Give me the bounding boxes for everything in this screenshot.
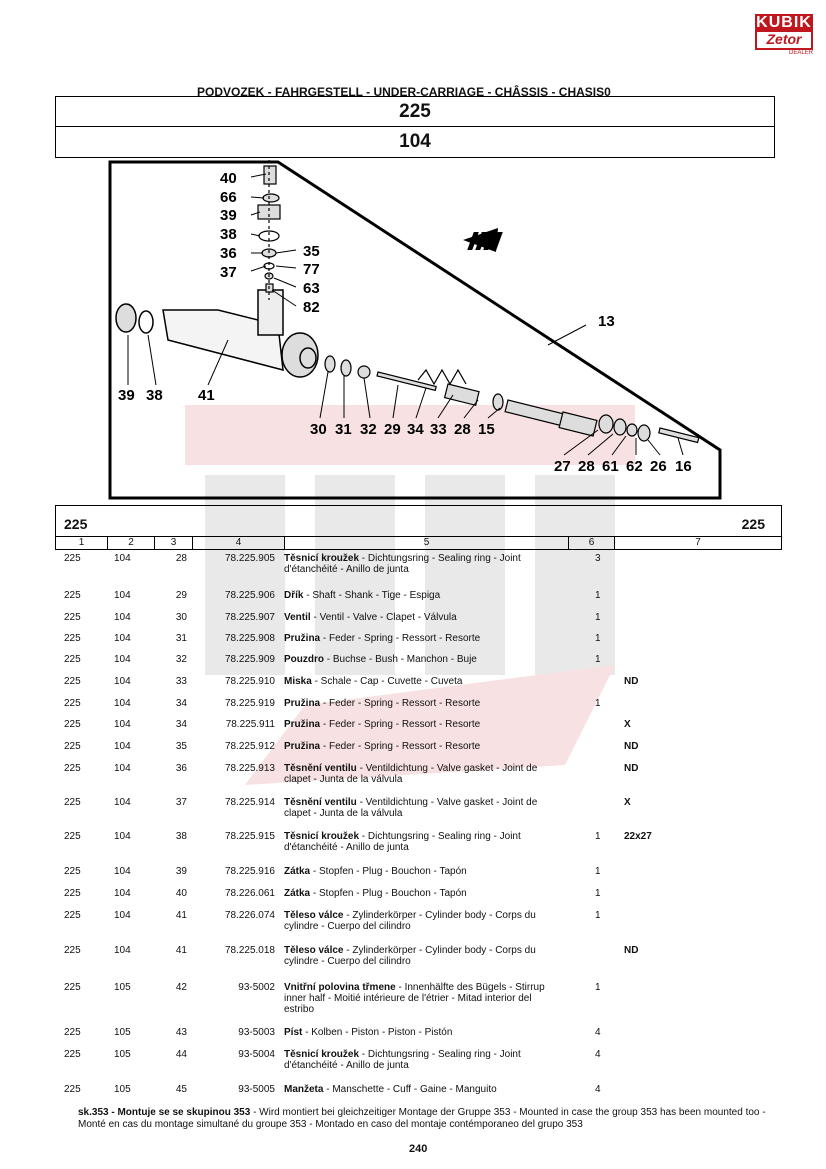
description-name: Pružina (284, 719, 321, 730)
callout-label: 36 (220, 245, 237, 262)
cell-description (284, 741, 560, 752)
cell-quantity: 4 (595, 1027, 601, 1038)
cell-quantity: 1 (595, 866, 601, 877)
cell-quantity: 1 (595, 888, 601, 899)
description-name: Pružina (284, 698, 321, 709)
description-translations: - Shaft - Shank - Tige - Espiga (303, 590, 441, 601)
footnote-bold: sk.353 - Montuje se se skupinou 353 (78, 1107, 251, 1118)
cell-part-number: 93-5004 (238, 1049, 275, 1060)
cell-position: 44 (175, 1049, 187, 1060)
cell-part-number: 78.225.916 (224, 866, 275, 877)
cell-position: 45 (175, 1084, 187, 1095)
description-translations: - Stopfen - Plug - Bouchon - Tapón (310, 888, 467, 899)
cell-part-number: 78.225.909 (224, 654, 275, 665)
callout-label: 61 (602, 458, 619, 475)
description-name: Těsnění ventilu (284, 797, 357, 808)
description-translations: - Stopfen - Plug - Bouchon - Tapón (310, 866, 467, 877)
description-translations: - Feder - Spring - Ressort - Resorte (320, 633, 481, 644)
cell-subgroup: 104 (114, 553, 131, 564)
callout-label: 82 (303, 299, 320, 316)
page-number: 240 (409, 1143, 428, 1155)
col-number: 2 (108, 537, 155, 549)
cell-description (284, 945, 560, 967)
cell-description (284, 910, 560, 932)
callout-label: 63 (303, 280, 320, 297)
cell-part-number: 93-5005 (238, 1084, 275, 1095)
cell-position: 37 (175, 797, 187, 808)
cell-part-number: 78.225.908 (224, 633, 275, 644)
cell-description (284, 553, 560, 575)
logo-brand-text: Zetor (766, 31, 802, 47)
cell-quantity: 4 (595, 1084, 601, 1095)
cell-group: 225 (64, 1084, 81, 1095)
group-number: 225 (399, 101, 431, 122)
callout-label: 41 (198, 387, 215, 404)
cell-group: 225 (64, 910, 81, 921)
cell-quantity: 1 (595, 612, 601, 623)
description-name: Zátka (284, 888, 311, 899)
callout-label: 37 (220, 264, 237, 281)
callout-label: 40 (220, 170, 237, 187)
description-name: Ventil (284, 612, 311, 623)
cell-group: 225 (64, 698, 81, 709)
description-translations: - Feder - Spring - Ressort - Resorte (320, 741, 481, 752)
cell-group: 225 (64, 866, 81, 877)
cell-subgroup: 104 (114, 719, 131, 730)
cell-part-number: 78.225.911 (225, 719, 275, 730)
description-name: Pružina (284, 741, 321, 752)
logo-sub-text: DEALER (788, 50, 813, 56)
cell-quantity: 1 (595, 982, 601, 993)
callout-label: 29 (384, 421, 401, 438)
cell-description (284, 676, 560, 687)
description-name: Manžeta (284, 1084, 324, 1095)
col-number: 1 (56, 537, 108, 549)
cell-description (284, 590, 560, 601)
cell-part-number: 78.225.906 (224, 590, 275, 601)
kubik-zetor-logo (755, 14, 813, 64)
cell-subgroup: 104 (114, 910, 131, 921)
cell-part-number: 93-5002 (238, 982, 275, 993)
cell-part-number: 78.225.905 (224, 553, 275, 564)
cell-subgroup: 105 (114, 1049, 131, 1060)
cell-position: 41 (175, 945, 187, 956)
callout-label: 26 (650, 458, 667, 475)
logo-top-text: KUBIK (756, 14, 812, 31)
description-translations: - Schale - Cap - Cuvette - Cuveta (311, 676, 463, 687)
cell-part-number: 78.225.907 (224, 612, 275, 623)
description-translations: - Dichtungsring - Sealing ring - Joint d'étanchéité - Anillo de junta (284, 831, 521, 853)
cell-subgroup: 104 (114, 797, 131, 808)
description-translations: - Buchse - Bush - Manchon - Buje (324, 654, 477, 665)
description-name: Těleso válce (284, 945, 344, 956)
cell-subgroup: 104 (114, 612, 131, 623)
cell-position: 39 (175, 866, 187, 877)
logo-frame (755, 32, 813, 50)
description-name: Zátka (284, 866, 311, 877)
cell-position: 30 (175, 612, 187, 623)
cell-subgroup: 104 (114, 866, 131, 877)
cell-part-number: 78.225.919 (224, 698, 275, 709)
caption-right: 225 (741, 516, 765, 532)
cell-position: 43 (175, 1027, 187, 1038)
col-number: 7 (695, 537, 701, 548)
cell-part-number: 78.226.061 (224, 888, 275, 899)
cell-part-number: 93-5003 (238, 1027, 275, 1038)
callout-label: 16 (675, 458, 692, 475)
cell-group: 225 (64, 719, 81, 730)
cell-subgroup: 105 (114, 982, 131, 993)
cell-part-number: 78.225.914 (224, 797, 275, 808)
cell-subgroup: 105 (114, 1027, 131, 1038)
cell-group: 225 (64, 612, 81, 623)
cell-group: 225 (64, 1027, 81, 1038)
cell-position: 34 (175, 698, 187, 709)
description-translations: - Zylinderkörper - Cylinder body - Corps du cylindre - Cuerpo del cilindro (284, 910, 536, 932)
col-number: 3 (155, 537, 193, 549)
footnote (78, 1107, 793, 1131)
cell-note: ND (624, 676, 639, 687)
cell-description (284, 1049, 560, 1071)
cell-part-number: 78.225.912 (224, 741, 275, 752)
cell-subgroup: 104 (114, 888, 131, 899)
description-translations: - Ventildichtung - Valve gasket - Joint de clapet - Junta de la válvula (284, 763, 538, 785)
description-name: Pružina (284, 633, 321, 644)
cell-note: ND (624, 763, 639, 774)
cell-quantity: 1 (595, 590, 601, 601)
cell-position: 31 (175, 633, 187, 644)
cell-position: 33 (175, 676, 187, 687)
description-name: Miska (284, 676, 312, 687)
cell-quantity: 3 (595, 553, 601, 564)
cell-group: 225 (64, 982, 81, 993)
cell-group: 225 (64, 590, 81, 601)
cell-part-number: 78.225.018 (224, 945, 275, 956)
cell-description (284, 982, 560, 1015)
cell-part-number: 78.225.913 (224, 763, 275, 774)
cell-group: 225 (64, 1049, 81, 1060)
cell-subgroup: 104 (114, 831, 131, 842)
cell-note: ND (624, 741, 639, 752)
col-number: 6 (569, 537, 615, 549)
col-number: 4 (193, 537, 285, 549)
callout-label: 15 (478, 421, 495, 438)
col-number: 5 (285, 537, 569, 549)
cell-description (284, 888, 560, 899)
cell-quantity: 4 (595, 1049, 601, 1060)
callout-label: 32 (360, 421, 377, 438)
subgroup-number: 104 (56, 126, 774, 156)
cell-subgroup: 104 (114, 633, 131, 644)
description-name: Těleso válce (284, 910, 344, 921)
cell-subgroup: 104 (114, 945, 131, 956)
description-translations: - Feder - Spring - Ressort - Resorte (320, 698, 481, 709)
callout-label: 77 (303, 261, 320, 278)
cell-part-number: 78.226.074 (224, 910, 275, 921)
cell-note: X (624, 797, 631, 808)
cell-description (284, 719, 560, 730)
description-translations: - Ventil - Valve - Clapet - Válvula (310, 612, 457, 623)
description-name: Píst (284, 1027, 303, 1038)
description-name: Dřík (284, 590, 304, 601)
description-name: Těsnicí kroužek (284, 553, 360, 564)
cell-group: 225 (64, 676, 81, 687)
cell-description (284, 654, 560, 665)
cell-subgroup: 104 (114, 741, 131, 752)
cell-position: 41 (175, 910, 187, 921)
cell-group: 225 (64, 741, 81, 752)
cell-group: 225 (64, 654, 81, 665)
cell-group: 225 (64, 553, 81, 564)
description-translations: - Innenhälfte des Bügels - Stirrup inner half - Moitié intérieure de l'étrier - Mitad interior del estribo (284, 982, 545, 1015)
cell-subgroup: 104 (114, 590, 131, 601)
cell-group: 225 (64, 797, 81, 808)
cell-description (284, 633, 560, 644)
footnote-text: - Wird montiert bei gleichzeitiger Montage der Gruppe 353 - Mounted in case the group 353 has been mounted too - Monté en cas du montage simultané du groupe 353 - Montado en caso del montaje contémporaneo del grupo 353 (78, 1107, 766, 1130)
cell-subgroup: 104 (114, 654, 131, 665)
description-name: Těsnění ventilu (284, 763, 357, 774)
cell-description (284, 831, 560, 853)
callout-label: 33 (430, 421, 447, 438)
cell-group: 225 (64, 945, 81, 956)
cell-position: 42 (175, 982, 187, 993)
callout-label: 31 (335, 421, 352, 438)
description-name: Vnitřní polovina třmene (284, 982, 396, 993)
exploded-diagram (108, 160, 722, 500)
description-translations: - Kolben - Piston - Piston - Pistón (302, 1027, 453, 1038)
section-title: PODVOZEK - FAHRGESTELL - UNDER-CARRIAGE - CHÂSSIS - CHASIS0 (197, 85, 611, 99)
parts-table-header (55, 505, 782, 550)
callout-label: 62 (626, 458, 643, 475)
callout-label: 27 (554, 458, 571, 475)
cell-position: 38 (175, 831, 187, 842)
description-name: Pouzdro (284, 654, 324, 665)
cell-subgroup: 104 (114, 698, 131, 709)
cell-position: 40 (175, 888, 187, 899)
cell-group: 225 (64, 831, 81, 842)
callout-label: 39 (220, 207, 237, 224)
cell-note: 22x27 (624, 831, 652, 842)
cell-subgroup: 104 (114, 763, 131, 774)
callout-label: 35 (303, 243, 320, 260)
cell-quantity: 1 (595, 633, 601, 644)
description-translations: - Feder - Spring - Ressort - Resorte (320, 719, 481, 730)
direction-arrow (463, 228, 503, 252)
cell-group: 225 (64, 763, 81, 774)
cell-quantity: 1 (595, 910, 601, 921)
cell-description (284, 1027, 560, 1038)
description-translations: - Dichtungsring - Sealing ring - Joint d'étanchéité - Anillo de junta (284, 1049, 521, 1071)
callout-label: 38 (220, 226, 237, 243)
cell-note: ND (624, 945, 639, 956)
cell-description (284, 763, 560, 785)
cell-note: X (624, 719, 631, 730)
cell-description (284, 866, 560, 877)
cell-description (284, 612, 560, 623)
cell-position: 36 (175, 763, 187, 774)
description-translations: - Dichtungsring - Sealing ring - Joint d'étanchéité - Anillo de junta (284, 553, 521, 575)
description-translations: - Zylinderkörper - Cylinder body - Corps du cylindre - Cuerpo del cilindro (284, 945, 536, 967)
table-caption (56, 506, 781, 536)
cell-group: 225 (64, 888, 81, 899)
column-number-row (56, 536, 781, 549)
cell-quantity: 1 (595, 698, 601, 709)
callout-label: 34 (407, 421, 424, 438)
cell-subgroup: 105 (114, 1084, 131, 1095)
cell-description (284, 698, 560, 709)
caption-left: 225 (64, 516, 88, 532)
cell-part-number: 78.225.915 (224, 831, 275, 842)
callout-label: 28 (454, 421, 471, 438)
cell-subgroup: 104 (114, 676, 131, 687)
callout-label: 30 (310, 421, 327, 438)
cell-quantity: 1 (595, 654, 601, 665)
cell-position: 32 (175, 654, 187, 665)
cell-position: 34 (175, 719, 187, 730)
callout-label: 28 (578, 458, 595, 475)
cell-position: 35 (175, 741, 187, 752)
callout-label: 38 (146, 387, 163, 404)
cell-position: 28 (175, 553, 187, 564)
callout-label: 66 (220, 189, 237, 206)
cell-description (284, 1084, 560, 1095)
description-translations: - Manschette - Cuff - Gaine - Manguito (323, 1084, 497, 1095)
callout-label: 13 (598, 313, 615, 330)
description-name: Těsnicí kroužek (284, 1049, 360, 1060)
callout-label: 39 (118, 387, 135, 404)
cell-group: 225 (64, 633, 81, 644)
group-box (55, 96, 775, 158)
description-name: Těsnicí kroužek (284, 831, 360, 842)
description-translations: - Ventildichtung - Valve gasket - Joint de clapet - Junta de la válvula (284, 797, 538, 819)
cell-position: 29 (175, 590, 187, 601)
cell-quantity: 1 (595, 831, 601, 842)
cell-description (284, 797, 560, 819)
cell-part-number: 78.225.910 (224, 676, 275, 687)
